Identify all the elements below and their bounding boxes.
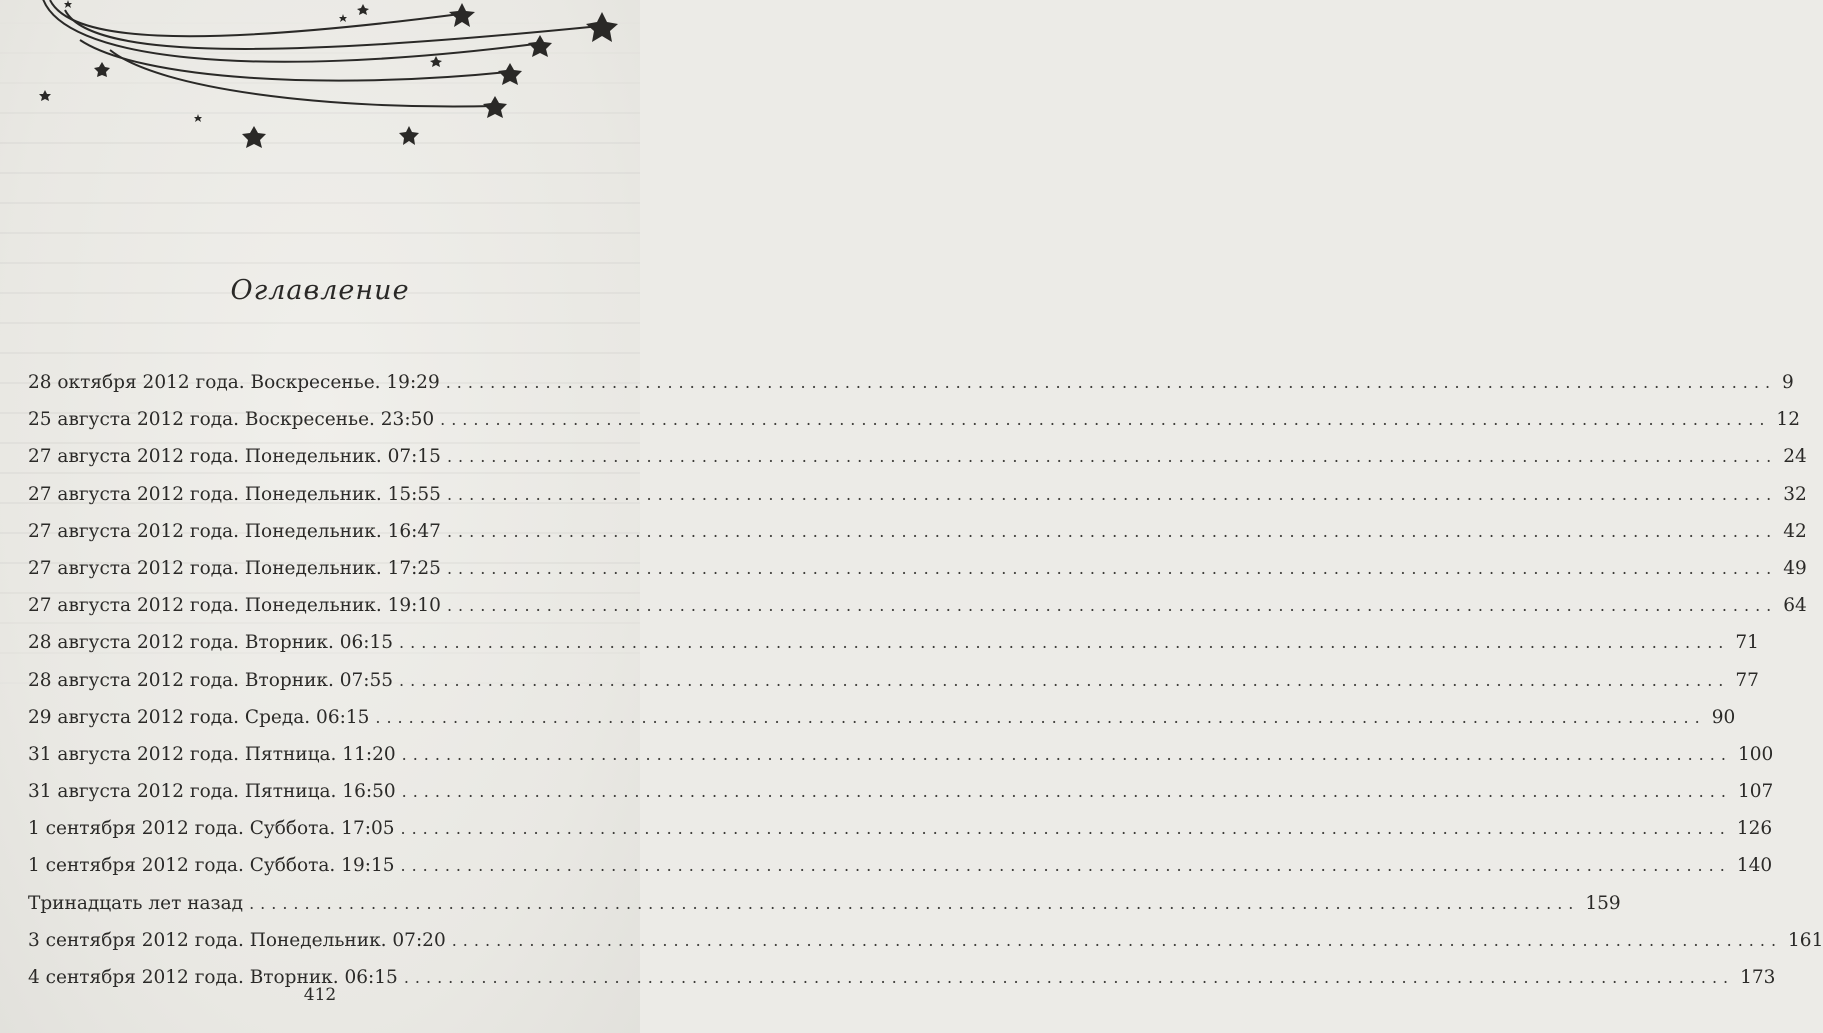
toc-entry-page: 9 (1782, 372, 1794, 393)
toc-entry-page: 24 (1783, 446, 1807, 468)
toc-entry-label: 27 августа 2012 года. Понедельник. 15:55 (28, 483, 441, 505)
toc-entry-label: 27 августа 2012 года. Понедельник. 19:10 (28, 595, 441, 617)
dot-leader: ........................................................................................................................ (446, 447, 1778, 467)
dot-leader: ........................................................................................................................ (375, 707, 1706, 727)
dot-leader: ........................................................................................................................ (401, 744, 1732, 764)
toc-entry-page: 140 (1736, 855, 1773, 877)
toc-entry-page: 12 (1776, 409, 1800, 431)
toc-entry (28, 810, 1773, 847)
toc-entry (28, 550, 1807, 587)
toc-entry (28, 773, 1774, 810)
toc-entry-label: 1 сентября 2012 года. Суббота. 19:15 (28, 855, 395, 877)
dot-leader: ........................................................................................................................ (446, 521, 1778, 541)
toc-entry-page: 159 (1585, 892, 1621, 914)
table-of-contents-heading: Оглавление (230, 275, 410, 306)
toc-entry-label: 31 августа 2012 года. Пятница. 16:50 (28, 781, 396, 803)
toc-entry-label: 27 августа 2012 года. Понедельник. 16:47 (28, 520, 441, 542)
dot-leader: ........................................................................................................................ (440, 410, 1771, 430)
dot-leader: ........................................................................................................................ (451, 930, 1783, 950)
dot-leader: ........................................................................................................................ (445, 373, 1777, 392)
toc-entry-page: 42 (1783, 520, 1807, 542)
dot-leader: ........................................................................................................................ (446, 596, 1778, 616)
dot-leader: ........................................................................................................................ (446, 558, 1778, 578)
toc-entry (28, 699, 1736, 736)
dot-leader: ........................................................................................................................ (399, 670, 1730, 690)
toc-entry-page: 126 (1736, 818, 1773, 840)
toc-entry-label: 27 августа 2012 года. Понедельник. 17:25 (28, 557, 441, 579)
toc-entry-label: 28 октября 2012 года. Воскресенье. 19:29 (28, 372, 440, 393)
dot-leader: ........................................................................................................................ (400, 819, 1731, 839)
toc-entry (28, 476, 1807, 513)
toc-entry-page: 100 (1737, 743, 1774, 765)
toc-entry (28, 847, 1773, 884)
toc-entry (28, 401, 1800, 438)
shooting-stars-ornament (30, 0, 630, 160)
toc-entry (28, 922, 1823, 959)
toc-entry-page: 107 (1737, 781, 1774, 803)
toc-entry (28, 364, 1794, 401)
toc-entry (28, 662, 1759, 699)
toc-entry-label: 28 августа 2012 года. Вторник. 07:55 (28, 669, 394, 691)
toc-entry-label: 25 августа 2012 года. Воскресенье. 23:50 (28, 409, 435, 431)
toc-entry-label: 28 августа 2012 года. Вторник. 06:15 (28, 632, 394, 654)
toc-entry-label: 31 августа 2012 года. Пятница. 11:20 (28, 743, 396, 765)
dot-leader: ........................................................................................................................ (403, 968, 1735, 987)
toc-entry-label: 3 сентября 2012 года. Понедельник. 07:20 (28, 929, 446, 951)
toc-entry-label: 1 сентября 2012 года. Суббота. 17:05 (28, 818, 395, 840)
toc-entry-label: 29 августа 2012 года. Среда. 06:15 (28, 706, 370, 728)
toc-entry-label: 4 сентября 2012 года. Вторник. 06:15 (28, 967, 398, 988)
dot-leader: ........................................................................................................................ (446, 484, 1778, 504)
toc-entry-page: 161 (1788, 929, 1823, 951)
toc-entry (28, 513, 1807, 550)
toc-entry-page: 90 (1711, 706, 1736, 728)
toc-entry-page: 77 (1735, 669, 1759, 691)
toc-entry-page: 64 (1783, 595, 1807, 617)
page-number: 412 (303, 985, 337, 1005)
toc-entry (28, 885, 1621, 922)
toc-entry-page: 32 (1783, 483, 1807, 505)
dot-leader: ........................................................................................................................ (401, 782, 1732, 802)
toc-entry (28, 587, 1807, 624)
toc-entry (28, 624, 1759, 661)
toc-entry-page: 49 (1783, 557, 1807, 579)
dot-leader: ........................................................................................................................ (399, 633, 1730, 653)
toc-entry-label: Тринадцать лет назад (28, 892, 244, 914)
toc-entry-page: 173 (1740, 967, 1776, 988)
toc-entry (28, 736, 1774, 773)
dot-leader: ........................................................................................................................ (249, 893, 1580, 913)
toc-entry-label: 27 августа 2012 года. Понедельник. 07:15 (28, 446, 441, 468)
toc-entry-page: 71 (1735, 632, 1759, 654)
dot-leader: ........................................................................................................................ (400, 856, 1731, 876)
toc-list (28, 364, 1823, 996)
toc-entry (28, 438, 1807, 475)
